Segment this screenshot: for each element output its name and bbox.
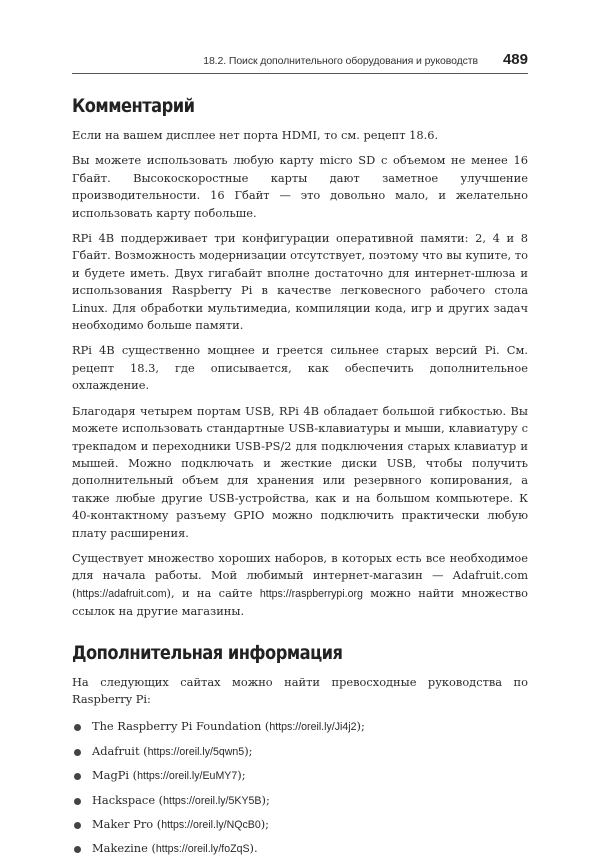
bullet-icon xyxy=(74,724,81,731)
resource-link[interactable]: https://oreil.ly/foZqS xyxy=(155,843,250,856)
list-item: Adafruit (https://oreil.ly/5qwn5); xyxy=(72,743,528,761)
comment-paragraph-3: RPi 4B поддерживает три конфигурации оперативной памяти: 2, 4 и 8 Гбайт. Возможность модернизации отсутствует, поэтому что вы купите, то и будете иметь. Двух гигабайт вполне достаточно для интернет-шлюза и использования Raspberry Pi в качестве легковесного рабочего стола Linux. Для обработки мультимедиа, компиляции кода, игр и других задач необходимо больше памяти. xyxy=(72,231,528,333)
list-punct: ; xyxy=(265,817,270,831)
resource-link[interactable]: https://oreil.ly/Ji4j2 xyxy=(269,721,357,734)
resource-name: Makezine xyxy=(92,841,148,856)
comment-paragraph-6 xyxy=(72,550,528,621)
page-number: 489 xyxy=(502,51,528,68)
list-punct: ; xyxy=(248,743,253,758)
list-punct: ; xyxy=(265,792,270,807)
list-item: Maker Pro (https://oreil.ly/NQcB0); xyxy=(72,816,528,834)
list-item: Hackspace (https://oreil.ly/5KY5B); xyxy=(72,792,528,810)
resource-link[interactable]: https://oreil.ly/EuMY7 xyxy=(137,770,238,783)
resource-name: MagPi xyxy=(92,768,130,783)
resource-name: Hackspace xyxy=(92,792,156,807)
raspberrypi-link[interactable]: https://raspberrypi.org xyxy=(259,587,363,600)
resource-link[interactable]: https://oreil.ly/NQcB0 xyxy=(161,819,261,831)
bullet-icon xyxy=(74,822,81,829)
bullet-icon xyxy=(74,749,81,756)
list-punct: ; xyxy=(360,719,365,734)
list-item: Makezine (https://oreil.ly/foZqS). xyxy=(72,840,528,858)
more-info-intro: На следующих сайтах можно найти превосходные руководства по Raspberry Pi: xyxy=(72,674,528,706)
comment-heading: Комментарий xyxy=(72,96,195,117)
page-content xyxy=(72,96,528,865)
bullet-icon xyxy=(74,846,81,853)
list-item: The Raspberry Pi Foundation (https://oreil.ly/Ji4j2); xyxy=(72,718,528,736)
list-item: MagPi (https://oreil.ly/EuMY7); xyxy=(72,767,528,785)
resource-list xyxy=(72,718,528,858)
p6-text-2: ), и на сайте xyxy=(166,585,260,600)
resource-link[interactable]: https://oreil.ly/5qwn5 xyxy=(147,745,245,758)
resource-name: The Raspberry Pi Foundation xyxy=(92,719,262,734)
list-punct: . xyxy=(253,841,258,856)
resource-name: Maker Pro xyxy=(92,817,154,831)
more-info-heading: Дополнительная информация xyxy=(72,642,343,664)
header-rule xyxy=(72,73,528,74)
running-title: 18.2. Поиск дополнительного оборудования и руководств xyxy=(203,55,478,67)
bullet-icon xyxy=(74,773,81,780)
p6-text-3: можно найти множество ссылок на другие магазины. xyxy=(72,585,528,619)
resource-name: Adafruit xyxy=(92,743,140,758)
bullet-icon xyxy=(74,798,81,805)
comment-paragraph-5: Благодаря четырем портам USB, RPi 4B обладает большой гибкостью. Вы можете использовать стандартные USB-клавиатуры и мыши, клавиатуру с трекпадом и переходники USB-PS/2 для подключения старых клавиатур и мышей. Можно подключать и жесткие диски USB, чтобы получить дополнительный объем для хранения или резервного копирования, а также любые другие USB-устройства, как и на большом компьютере. К 40-контактному разъему GPIO можно подключить практически любую плату расширения. xyxy=(72,403,528,540)
list-punct: ; xyxy=(241,768,246,783)
comment-paragraph-2: Вы можете использовать любую карту micro SD с объемом не менее 16 Гбайт. Высокоскоростные карты дают заметное улучшение производительности. 16 Гбайт — это довольно мало, и желательно использовать карту побольше. xyxy=(72,153,528,220)
comment-paragraph-1: Если на вашем дисплее нет порта HDMI, то см. рецепт 18.6. xyxy=(72,128,439,142)
resource-link[interactable]: https://oreil.ly/5KY5B xyxy=(163,794,262,807)
section-spacer xyxy=(72,629,528,643)
p6-text-1: Существует множество хороших наборов, в которых есть все необходимое для начала работы. Мой любимый интернет-магазин — Adafruit.com ( xyxy=(72,550,528,600)
adafruit-link[interactable]: https://adafruit.com xyxy=(76,587,167,600)
comment-paragraph-4: RPi 4B существенно мощнее и греется сильнее старых версий Pi. См. рецепт 18.3, где описывается, как обеспечить дополнительное охлаждение. xyxy=(72,343,528,393)
running-header xyxy=(72,50,528,74)
